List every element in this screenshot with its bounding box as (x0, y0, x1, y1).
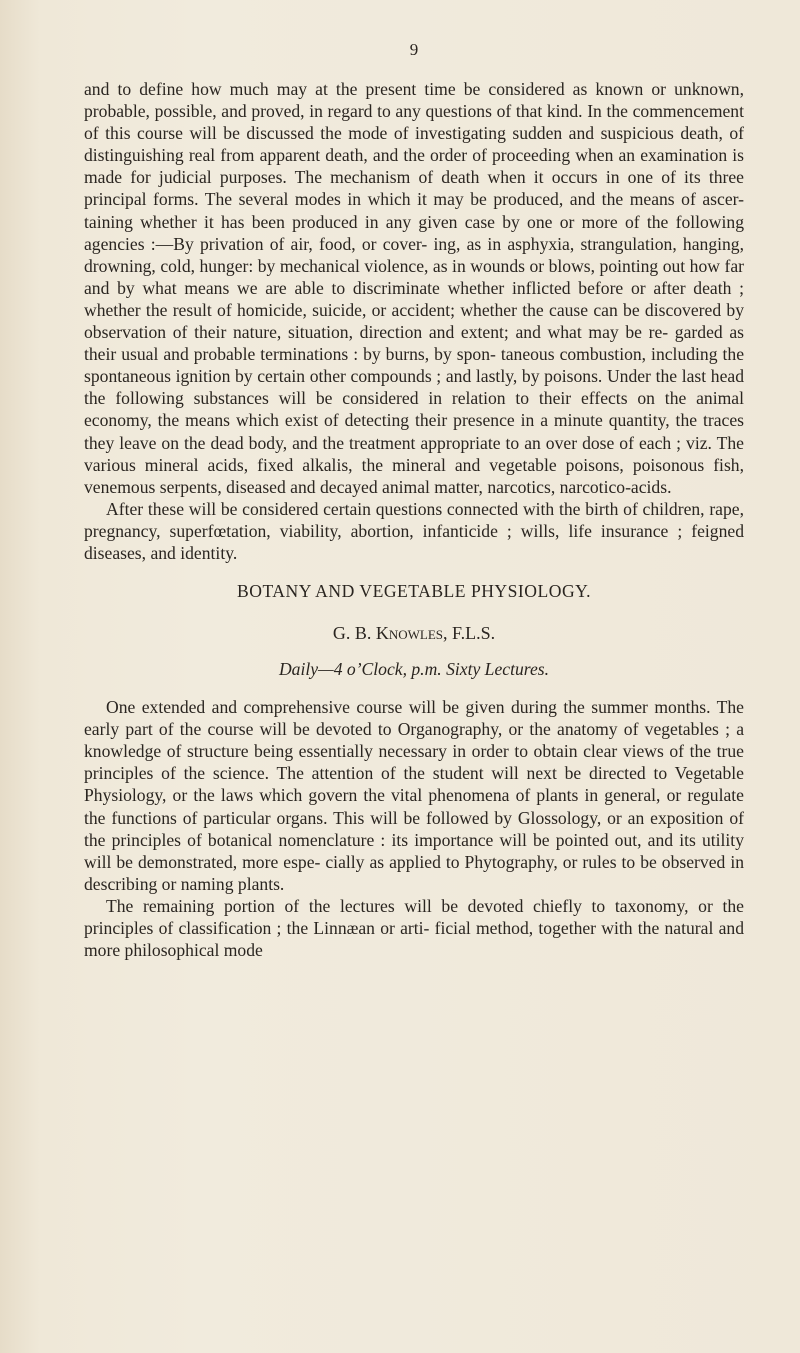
second-paragraph: After these will be considered certain questions connected with the birth of children, rape, pregnancy, superfœtation, viability, abortion, infanticide ; wills, life insurance ; feigned diseases, and identity. (84, 498, 744, 563)
page-number: 9 (409, 40, 419, 59)
botany-paragraph-2: The remaining portion of the lectures will be devoted chiefly to taxonomy, or the principles of classification ; the Linnæan or arti- ficial method, together with the natural and more philosophical mode (84, 895, 744, 961)
text-column (84, 40, 744, 961)
botany-paragraph-1: One extended and comprehensive course will be given during the summer months. The early part of the course will be devoted to Organography, or the anatomy of vegetables ; a knowledge of structure being essentially necessary in order to obtain clear views of the true principles of the science. The attention of the student will next be directed to Vegetable Physiology, or the laws which govern the vital phenomena of plants in general, or regulate the functions of particular organs. This will be followed by Glossology, or an exposition of the principles of botanical nomenclature : its importance will be pointed out, and its utility will be demonstrated, more espe- cially as applied to Phytography, or rules to be observed in describing or naming plants. (84, 697, 744, 894)
lecturer-name: G. B. Knowles, F.L.S. (332, 623, 496, 644)
section-heading-botany: BOTANY AND VEGETABLE PHYSIOLOGY. (237, 581, 591, 602)
intro-paragraph: and to define how much may at the present time be considered as known or unknown, probable, possible, and proved, in regard to any questions of that kind. In the commencement of this course will be discussed the mode of investigating sudden and suspicious death, of distinguishing real from apparent death, and the order of proceeding when an examination is made for judicial purposes. The mechanism of death when it occurs in one of its three principal forms. The several modes in which it may be produced, and the means of ascer- taining whether it has been produced in any given case by one or more of the following agencies :—By privation of air, food, or cover- ing, as in asphyxia, strangulation, hanging, drowning, cold, hunger: by mechanical violence, as in wounds or blows, pointing out how far and by what means we are able to discriminate whether inflicted before or after death ; whether the result of homicide, suicide, or accident; whether the cause can be discovered by observation of their nature, situation, direction and extent; and what may be re- garded as their usual and probable terminations : by burns, by spon- taneous combustion, including the spontaneous ignition by certain other compounds ; and lastly, by poisons. Under the last head the following substances will be considered in relation to their effects on the animal economy, the means which exist of detecting their presence in a minute quantity, the traces they leave on the dead body, and the treatment appropriate to an over dose of each ; viz. The various mineral acids, fixed alkalis, the mineral and vegetable poisons, poisonous fish, venemous serpents, diseased and decayed animal matter, narcotics, narcotico-acids. (84, 79, 744, 497)
lecture-schedule: Daily—4 o’Clock, p.m. Sixty Lectures. (278, 659, 550, 680)
